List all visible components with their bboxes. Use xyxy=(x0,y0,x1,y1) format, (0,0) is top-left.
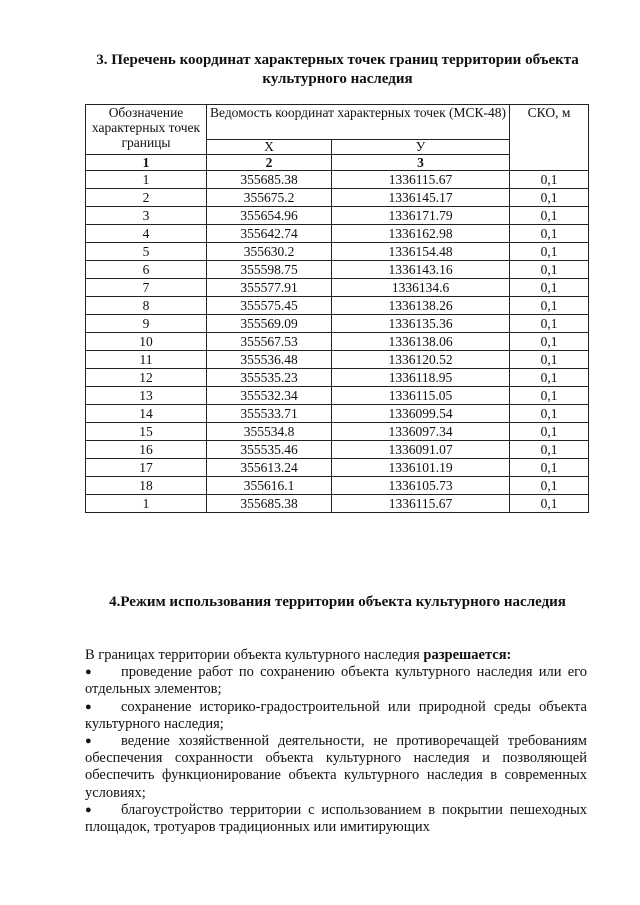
bullet-icon: ● xyxy=(85,700,92,713)
table-row xyxy=(86,495,589,513)
table-row xyxy=(86,441,589,459)
x-cell: 355642.74 xyxy=(207,225,332,243)
y-cell: 1336162.98 xyxy=(332,225,510,243)
list-item-text: ведение хозяйственной деятельности, не противоречащей требованиям обеспечения сохранности объекта культурного наследия и позволяющей обеспечить функционирование объекта культурного наследия в современных условиях; xyxy=(85,733,587,801)
header-point-designation: Обозначение характерных точек границы xyxy=(86,105,207,155)
list-item xyxy=(85,802,587,836)
x-cell: 355685.38 xyxy=(207,495,332,513)
list-item-text: сохранение историко-градостроительной или природной среды объекта культурного наследия; xyxy=(85,698,587,732)
table-row xyxy=(86,189,589,207)
sko-cell: 0,1 xyxy=(510,279,589,297)
point-cell: 1 xyxy=(86,495,207,513)
x-cell: 355598.75 xyxy=(207,261,332,279)
point-cell: 1 xyxy=(86,171,207,189)
y-cell: 1336145.17 xyxy=(332,189,510,207)
x-cell: 355613.24 xyxy=(207,459,332,477)
table-row xyxy=(86,261,589,279)
sko-cell: 0,1 xyxy=(510,351,589,369)
sko-cell: 0,1 xyxy=(510,477,589,495)
sko-cell: 0,1 xyxy=(510,459,589,477)
y-cell: 1336115.05 xyxy=(332,387,510,405)
bullet-icon: ● xyxy=(85,666,92,679)
column-number-1: 1 xyxy=(86,155,207,171)
list-item xyxy=(85,664,587,698)
sko-cell: 0,1 xyxy=(510,333,589,351)
table-row xyxy=(86,225,589,243)
y-cell: 1336099.54 xyxy=(332,405,510,423)
x-cell: 355532.34 xyxy=(207,387,332,405)
x-cell: 355535.23 xyxy=(207,369,332,387)
y-cell: 1336120.52 xyxy=(332,351,510,369)
table-row xyxy=(86,459,589,477)
sko-cell: 0,1 xyxy=(510,171,589,189)
point-cell: 8 xyxy=(86,297,207,315)
table-row xyxy=(86,243,589,261)
y-cell: 1336134.6 xyxy=(332,279,510,297)
sko-cell: 0,1 xyxy=(510,243,589,261)
section-4-body xyxy=(85,647,587,836)
header-y: У xyxy=(332,140,510,155)
intro-paragraph xyxy=(85,647,587,664)
x-cell: 355569.09 xyxy=(207,315,332,333)
sko-cell: 0,1 xyxy=(510,423,589,441)
sko-cell: 0,1 xyxy=(510,495,589,513)
list-item-text: благоустройство территории с использованием в покрытии пешеходных площадок, тротуаров традиционных или имитирующих xyxy=(85,801,587,836)
point-cell: 2 xyxy=(86,189,207,207)
x-cell: 355567.53 xyxy=(207,333,332,351)
table-row xyxy=(86,369,589,387)
table-row xyxy=(86,405,589,423)
y-cell: 1336115.67 xyxy=(332,495,510,513)
point-cell: 16 xyxy=(86,441,207,459)
table-row xyxy=(86,171,589,189)
point-cell: 5 xyxy=(86,243,207,261)
table-row xyxy=(86,297,589,315)
bullet-icon: ● xyxy=(85,803,92,816)
point-cell: 9 xyxy=(86,315,207,333)
coordinates-table xyxy=(85,104,589,513)
table-row xyxy=(86,423,589,441)
y-cell: 1336101.19 xyxy=(332,459,510,477)
point-cell: 11 xyxy=(86,351,207,369)
x-cell: 355536.48 xyxy=(207,351,332,369)
list-item xyxy=(85,699,587,733)
y-cell: 1336135.36 xyxy=(332,315,510,333)
sko-cell: 0,1 xyxy=(510,225,589,243)
table-row xyxy=(86,387,589,405)
intro-text: В границах территории объекта культурного наследия xyxy=(85,647,424,663)
header-sko: СКО, м xyxy=(510,105,589,171)
y-cell: 1336154.48 xyxy=(332,243,510,261)
section-4-title: 4.Режим использования территории объекта культурного наследия xyxy=(109,594,566,610)
sko-cell: 0,1 xyxy=(510,189,589,207)
y-cell: 1336138.06 xyxy=(332,333,510,351)
sko-cell: 0,1 xyxy=(510,387,589,405)
table-row xyxy=(86,351,589,369)
y-cell: 1336171.79 xyxy=(332,207,510,225)
point-cell: 13 xyxy=(86,387,207,405)
sko-cell: 0,1 xyxy=(510,207,589,225)
table-row xyxy=(86,333,589,351)
sko-cell: 0,1 xyxy=(510,315,589,333)
y-cell: 1336097.34 xyxy=(332,423,510,441)
point-cell: 3 xyxy=(86,207,207,225)
point-cell: 6 xyxy=(86,261,207,279)
point-cell: 14 xyxy=(86,405,207,423)
x-cell: 355685.38 xyxy=(207,171,332,189)
point-cell: 10 xyxy=(86,333,207,351)
x-cell: 355616.1 xyxy=(207,477,332,495)
y-cell: 1336118.95 xyxy=(332,369,510,387)
point-cell: 12 xyxy=(86,369,207,387)
x-cell: 355630.2 xyxy=(207,243,332,261)
coordinates-table-body xyxy=(86,171,589,513)
section-3-title: 3. Перечень координат характерных точек границ территории объекта культурного наследия xyxy=(96,52,579,87)
x-cell: 355654.96 xyxy=(207,207,332,225)
table-row xyxy=(86,477,589,495)
table-row xyxy=(86,207,589,225)
point-cell: 4 xyxy=(86,225,207,243)
point-cell: 17 xyxy=(86,459,207,477)
y-cell: 1336091.07 xyxy=(332,441,510,459)
x-cell: 355577.91 xyxy=(207,279,332,297)
header-coordinates-list: Ведомость координат характерных точек (МСК-48) xyxy=(207,105,510,140)
column-number-3: 3 xyxy=(332,155,510,171)
list-item xyxy=(85,733,587,802)
sko-cell: 0,1 xyxy=(510,261,589,279)
point-cell: 18 xyxy=(86,477,207,495)
x-cell: 355535.46 xyxy=(207,441,332,459)
intro-bold-text: разрешается: xyxy=(423,647,512,663)
y-cell: 1336143.16 xyxy=(332,261,510,279)
sko-cell: 0,1 xyxy=(510,441,589,459)
y-cell: 1336138.26 xyxy=(332,297,510,315)
point-cell: 15 xyxy=(86,423,207,441)
x-cell: 355534.8 xyxy=(207,423,332,441)
table-row xyxy=(86,279,589,297)
allowed-activities-list xyxy=(85,664,587,836)
bullet-icon: ● xyxy=(85,735,92,748)
x-cell: 355575.45 xyxy=(207,297,332,315)
y-cell: 1336105.73 xyxy=(332,477,510,495)
sko-cell: 0,1 xyxy=(510,369,589,387)
y-cell: 1336115.67 xyxy=(332,171,510,189)
header-x: X xyxy=(207,140,332,155)
x-cell: 355533.71 xyxy=(207,405,332,423)
column-number-2: 2 xyxy=(207,155,332,171)
list-item-text: проведение работ по сохранению объекта культурного наследия или его отдельных элементов; xyxy=(85,664,587,698)
sko-cell: 0,1 xyxy=(510,405,589,423)
sko-cell: 0,1 xyxy=(510,297,589,315)
x-cell: 355675.2 xyxy=(207,189,332,207)
table-row xyxy=(86,315,589,333)
point-cell: 7 xyxy=(86,279,207,297)
